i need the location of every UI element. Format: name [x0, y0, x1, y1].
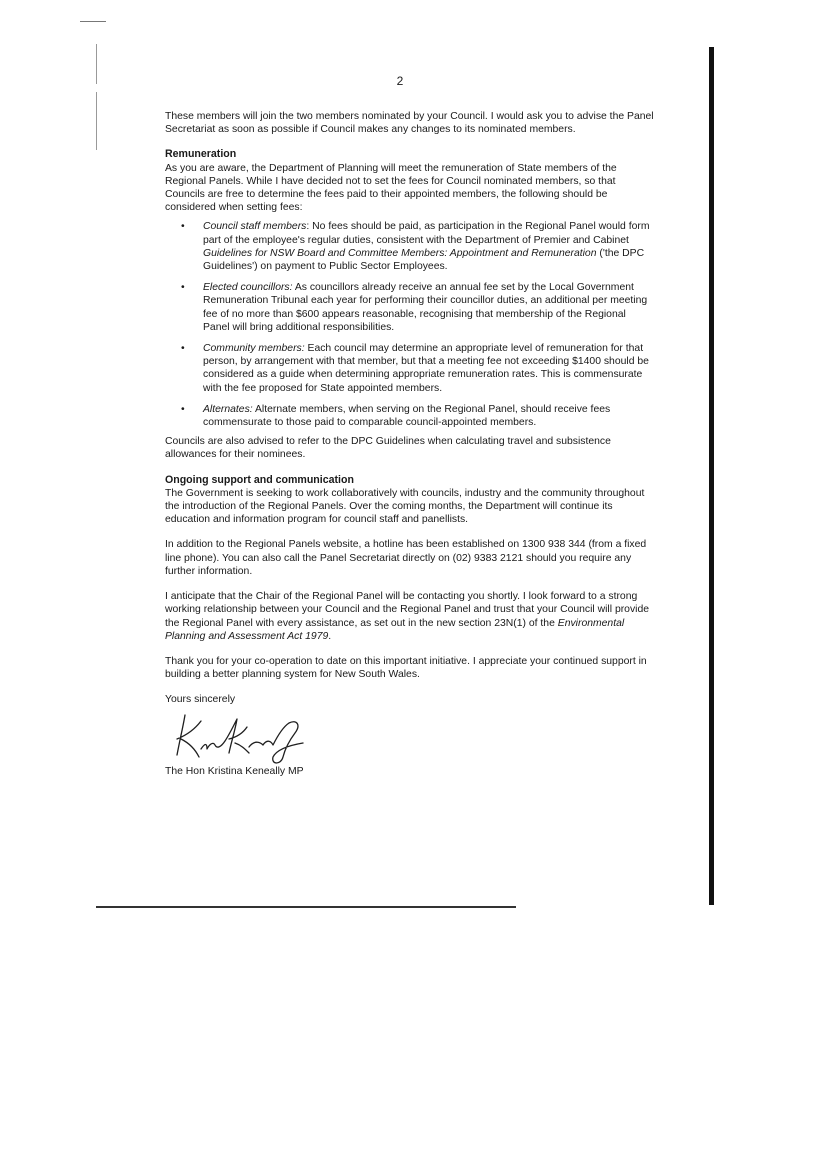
list-item — [203, 342, 655, 395]
bullet-text: : No fees should be paid, as participation in the Regional Panel would form part of the employee's regular duties, consistent with the Department of Premier and Cabinet — [203, 221, 650, 246]
bullet-text: Alternate members, when serving on the Regional Panel, should receive fees commensurate to those paid to comparable council-appointed members. — [203, 403, 611, 429]
list-item — [203, 281, 655, 334]
list-item — [203, 403, 655, 429]
letter-body — [165, 110, 655, 790]
thanks-paragraph: Thank you for your co-operation to date on this important initiative. I appreciate your continued support in building a better planning system for New South Wales. — [165, 655, 647, 681]
chair-paragraph — [165, 590, 655, 643]
paragraph-text: I anticipate that the Chair of the Regional Panel will be contacting you shortly. I look forward to a strong working relationship between your Council and the Regional Panel and trust that your Council will provide the Regional Panel with every assistance, as set out in the new section 23N(1) of the — [165, 591, 650, 629]
page-number: 2 — [396, 74, 404, 88]
bullet-label: Community members: — [203, 343, 305, 355]
bullet-text: As councillors already receive an annual fee set by the Local Government Remuneration Tribunal each year for performing their councillor duties, an additional per meeting fee of no more than $600 appears reasonable, recognising that membership of the Regional Panel will bring additional responsibilities. — [203, 282, 648, 333]
remuneration-list — [165, 220, 655, 429]
bullet-label: Council staff members — [203, 221, 307, 233]
guideline-title: Guidelines for NSW Board and Committee Members: Appointment and Remuneration — [203, 247, 597, 259]
bullet-label: Elected councillors: — [203, 282, 293, 294]
signatory-name: The Hon Kristina Keneally MP — [165, 765, 304, 777]
intro-paragraph: These members will join the two members nominated by your Council. I would ask you to advise the Panel Secretariat as soon as possible if Council makes any changes to its nominated members. — [165, 111, 654, 136]
salutation: Yours sincerely — [165, 694, 236, 706]
scan-margin-tick — [96, 92, 97, 150]
list-item — [203, 220, 655, 273]
remuneration-intro: As you are aware, the Department of Planning will meet the remuneration of State members of the Regional Panels. While I have decided not to set the fees for Council nominated members, so that Councils are free to determine the fees paid to their appointed members, the following should be considered when setting fees: — [165, 162, 617, 214]
scan-margin-dash — [80, 21, 106, 22]
remuneration-closing: Councils are also advised to refer to the DPC Guidelines when calculating travel and subsistence allowances for their nominees. — [165, 436, 611, 461]
scan-bottom-rule — [96, 906, 516, 908]
hotline-paragraph: In addition to the Regional Panels website, a hotline has been established on 1300 938 344 (from a fixed line phone). You can also call the Panel Secretariat directly on (02) 9383 2121 should you require any further information. — [165, 539, 647, 577]
scan-margin-tick — [96, 44, 97, 84]
signature — [171, 709, 311, 765]
remuneration-heading: Remuneration — [165, 148, 237, 161]
support-paragraph: The Government is seeking to work collaboratively with councils, industry and the community throughout the introduction of the Regional Panels. Over the coming months, the Department will continue its education and information program for council staff and panellists. — [165, 487, 645, 526]
bullet-text: Each council may determine an appropriate level of remuneration for that person, by arrangement with that member, but that a meeting fee not exceeding $1400 should be considered as a guide when determining appropriate remuneration rates. This is commensurate with the fee proposed for State appointed members. — [203, 343, 649, 394]
bullet-text: ('the DPC Guidelines') on payment to Public Sector Employees. — [203, 247, 645, 273]
bullet-label: Alternates: — [203, 403, 253, 415]
act-title: Environmental Planning and Assessment Act 1979 — [165, 617, 625, 642]
scan-edge-bar — [709, 47, 714, 905]
paragraph-text: . — [328, 630, 332, 642]
support-heading: Ongoing support and communication — [165, 473, 354, 486]
